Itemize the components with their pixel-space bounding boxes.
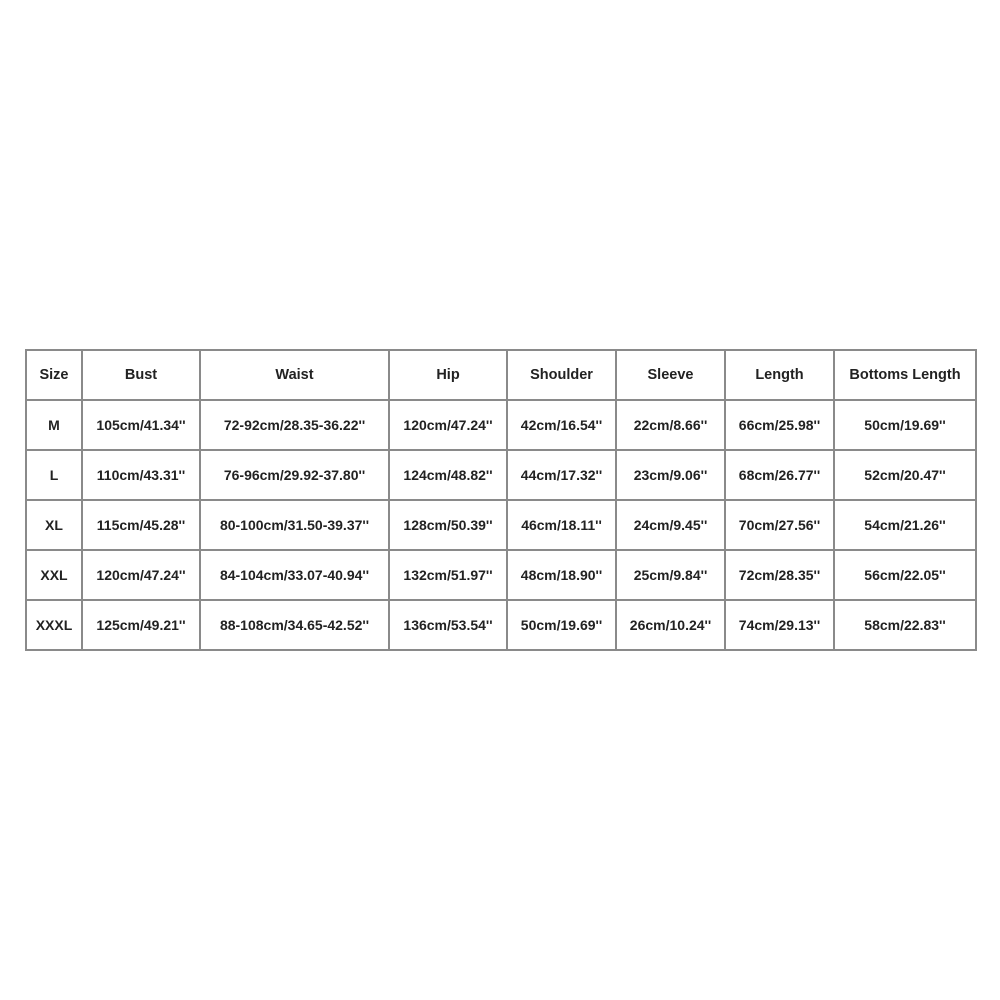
bust-cell: 105cm/41.34'' [82,400,200,450]
sleeve-cell: 23cm/9.06'' [616,450,725,500]
hip-cell: 124cm/48.82'' [389,450,507,500]
shoulder-cell: 50cm/19.69'' [507,600,616,650]
shoulder-cell: 48cm/18.90'' [507,550,616,600]
length-cell: 68cm/26.77'' [725,450,834,500]
waist-cell: 80-100cm/31.50-39.37'' [200,500,389,550]
header-hip: Hip [389,350,507,400]
length-cell: 74cm/29.13'' [725,600,834,650]
length-cell: 66cm/25.98'' [725,400,834,450]
size-cell: XXL [26,550,82,600]
header-bust: Bust [82,350,200,400]
table-row [26,400,976,450]
shoulder-cell: 42cm/16.54'' [507,400,616,450]
shoulder-cell: 46cm/18.11'' [507,500,616,550]
size-chart-table [25,349,977,651]
hip-cell: 128cm/50.39'' [389,500,507,550]
size-cell: XXXL [26,600,82,650]
table-row [26,500,976,550]
sleeve-cell: 25cm/9.84'' [616,550,725,600]
length-cell: 72cm/28.35'' [725,550,834,600]
header-sleeve: Sleeve [616,350,725,400]
table-row [26,600,976,650]
hip-cell: 136cm/53.54'' [389,600,507,650]
bottoms-length-cell: 56cm/22.05'' [834,550,976,600]
bottoms-length-cell: 58cm/22.83'' [834,600,976,650]
size-cell: XL [26,500,82,550]
sleeve-cell: 22cm/8.66'' [616,400,725,450]
header-bottoms-length: Bottoms Length [834,350,976,400]
bust-cell: 120cm/47.24'' [82,550,200,600]
header-size: Size [26,350,82,400]
waist-cell: 88-108cm/34.65-42.52'' [200,600,389,650]
length-cell: 70cm/27.56'' [725,500,834,550]
bust-cell: 110cm/43.31'' [82,450,200,500]
header-shoulder: Shoulder [507,350,616,400]
header-waist: Waist [200,350,389,400]
header-row [26,350,976,400]
hip-cell: 120cm/47.24'' [389,400,507,450]
shoulder-cell: 44cm/17.32'' [507,450,616,500]
bust-cell: 115cm/45.28'' [82,500,200,550]
bottoms-length-cell: 52cm/20.47'' [834,450,976,500]
bust-cell: 125cm/49.21'' [82,600,200,650]
waist-cell: 84-104cm/33.07-40.94'' [200,550,389,600]
table-row [26,450,976,500]
waist-cell: 72-92cm/28.35-36.22'' [200,400,389,450]
waist-cell: 76-96cm/29.92-37.80'' [200,450,389,500]
table-row [26,550,976,600]
sleeve-cell: 24cm/9.45'' [616,500,725,550]
sleeve-cell: 26cm/10.24'' [616,600,725,650]
size-cell: L [26,450,82,500]
size-cell: M [26,400,82,450]
bottoms-length-cell: 54cm/21.26'' [834,500,976,550]
hip-cell: 132cm/51.97'' [389,550,507,600]
header-length: Length [725,350,834,400]
bottoms-length-cell: 50cm/19.69'' [834,400,976,450]
